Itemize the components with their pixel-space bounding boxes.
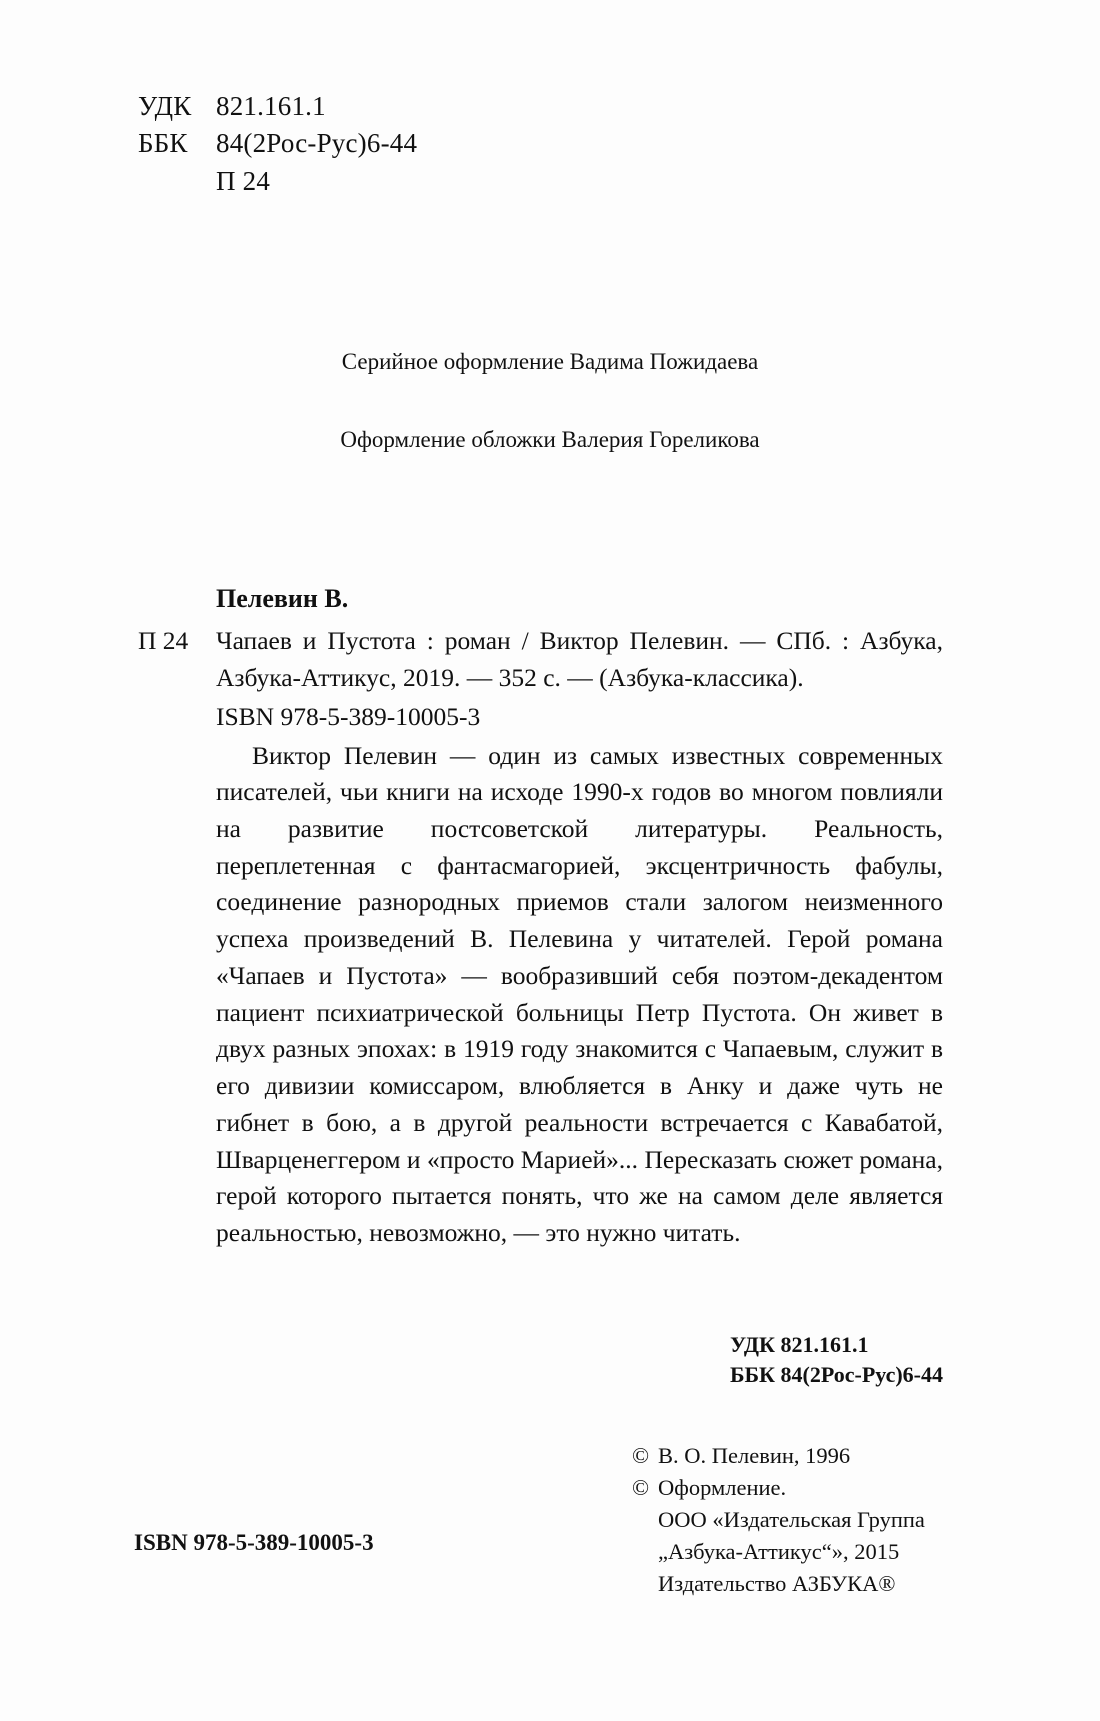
classification-block bbox=[138, 88, 417, 200]
copyright-row-design bbox=[632, 1472, 925, 1504]
shelf-code: П 24 bbox=[216, 165, 271, 196]
copyright-publisher: ООО «Издательская Группа bbox=[658, 1506, 925, 1532]
record-author: Пелевин В. bbox=[216, 584, 349, 613]
copyright-publisher-2: „Азбука-Аттикус“», 2015 bbox=[658, 1538, 900, 1564]
copyright-row-author bbox=[632, 1440, 925, 1472]
bbk-row bbox=[138, 125, 417, 162]
record-description: Чапаев и Пустота : роман / Виктор Пелевин. — СПб. : Азбука, Азбука-Аттикус, 2019. — 352 с. — (Азбука-классика). bbox=[216, 626, 943, 693]
udk-label: УДК bbox=[138, 91, 192, 121]
cover-design-credit: Оформление обложки Валерия Гореликова bbox=[340, 426, 760, 452]
credits-block bbox=[0, 345, 1100, 500]
copyright-author: В. О. Пелевин, 1996 bbox=[658, 1443, 851, 1468]
bbk-value: 84(2Рос-Рус)6-44 bbox=[216, 128, 418, 159]
record-annotation: Виктор Пелевин — один из самых известных современных писателей, чьи книги на исходе 1990-х годов во многом повлияли на развитие постсоветской литературы. Реальность, переплетенная с фантасмагорией, эксцентричность фабулы, соединение разнородных приемов стали залогом неизменного успеха произведений В. Пелевина у читателей. Герой романа «Чапаев и Пустота» — вообразивший себя поэтом-декадентом пациент психиатрической больницы Петр Пустота. Он живет в двух разных эпохах: в 1919 году знакомится с Чапаевым, служит в его дивизии комиссаром, влюбляется в Анку и даже чуть не гибнет в бою, а в другой реальности встречается с Кавабатой, Шварценеггером и «просто Марией»... Пересказать сюжет романа, герой которого пытается понять, что же на самом деле является реальностью, невозможно, — это нужно читать. bbox=[216, 740, 943, 1247]
copyright-icon: © bbox=[632, 1443, 650, 1468]
udk-footer-line: УДК 821.161.1 bbox=[729, 1332, 869, 1357]
record-shelf-code: П 24 bbox=[138, 626, 189, 656]
bbk-label: ББК bbox=[138, 128, 188, 159]
bbk-footer-line: ББК 84(2Рос-Рус)6-44 bbox=[729, 1361, 943, 1387]
copyright-icon-2: © bbox=[632, 1474, 650, 1500]
record-description-wrap bbox=[138, 623, 943, 696]
series-design-credit: Серийное оформление Вадима Пожидаева bbox=[341, 349, 759, 374]
copyright-imprint: Издательство АЗБУКА® bbox=[658, 1570, 896, 1596]
udk-value: 821.161.1 bbox=[216, 91, 326, 121]
record-isbn: ISBN 978-5-389-10005-3 bbox=[216, 701, 481, 731]
udk-row bbox=[138, 88, 417, 125]
isbn-footer: ISBN 978-5-389-10005-3 bbox=[134, 1530, 374, 1555]
copyright-design: Оформление. bbox=[658, 1474, 787, 1500]
classification-footer bbox=[730, 1330, 943, 1390]
copyright-block bbox=[632, 1440, 925, 1600]
bibliographic-record bbox=[138, 580, 943, 1252]
